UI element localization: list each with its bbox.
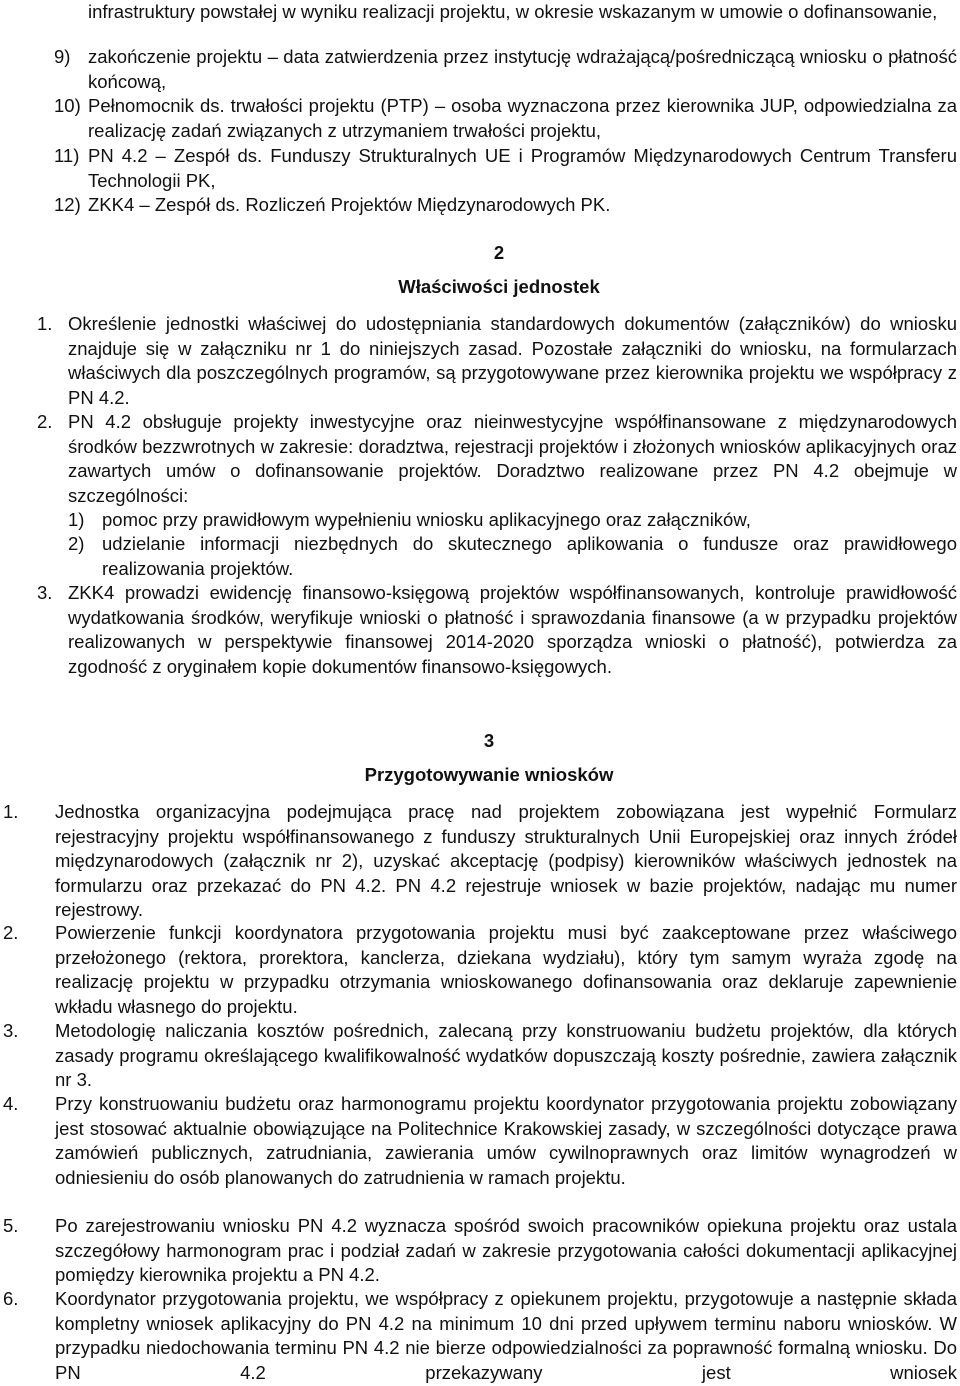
section-number: 2: [493, 242, 505, 263]
sublist-item-text: udzielanie informacji niezbędnych do skutecznego aplikowania o fundusze oraz prawidłowego realizowania projektów.: [102, 533, 957, 579]
list-continuation: infrastruktury powstałej w wyniku realizacji projektu, w okresie wskazanym w umowie o dofinansowanie,: [88, 1, 938, 22]
paragraph-text: Określenie jednostki właściwej do udostępniania standardowych dokumentów (załączników) do wniosku znajduje się w załączniku nr 1 do niniejszych zasad. Pozostałe załączniki do wniosku, na formularzach właściwych dla poszczególnych programów, są przygotowywane przez kierownika projektu we współpracy z PN 4.2.: [68, 313, 957, 408]
paragraph-item: [37, 410, 957, 508]
sublist-item-number: 2): [68, 533, 85, 554]
paragraph-number: 1.: [37, 313, 53, 334]
section-title: Przygotowywanie wniosków: [364, 764, 614, 785]
paragraph-text: Przy konstruowaniu budżetu oraz harmonogramu projektu koordynator przygotowania projektu zobowiązany jest stosować aktualnie obowiązujące na Politechnice Krakowskiej zasady, w szczególności dotyczące prawa zamówień publicznych, zatrudniania, zawierania umów cywilnoprawnych oraz limitów wynagrodzeń w odniesieniu do osób planowanych do zatrudnienia w ramach projektu.: [55, 1093, 957, 1188]
list-item-text: zakończenie projektu – data zatwierdzenia przez instytucję wdrażającą/pośredniczącą wniosku o płatność końcową,: [88, 46, 957, 92]
paragraph-item: [3, 1019, 957, 1093]
paragraph-text: PN 4.2 obsługuje projekty inwestycyjne oraz nieinwestycyjne współfinansowane z międzynarodowych środków bezzwrotnych w zakresie: doradztwa, rejestracji projektów i złożonych wniosków aplikacyjnych oraz zawartych umów o dofinansowanie projektów. Doradztwo realizowane przez PN 4.2 obejmuje w szczególności:: [68, 411, 957, 506]
list-item-number: 10): [54, 95, 81, 116]
paragraph-item: [3, 1092, 957, 1190]
paragraph-text: Jednostka organizacyjna podejmująca pracę nad projektem zobowiązana jest wypełnić Formularz rejestracyjny projektu współfinansowanego z funduszy strukturalnych Unii Europejskiej oraz innych źródeł międzynarodowych (załącznik nr 2), uzyskać akceptację (podpisy) kierowników właściwych jednostek na formularzu oraz przekazać do PN 4.2. PN 4.2 rejestruje wniosek w bazie projektów, nadając mu numer rejestrowy.: [55, 801, 957, 921]
sublist-item: [68, 508, 957, 533]
paragraph-text: Metodologię naliczania kosztów pośrednich, zalecaną przy konstruowaniu budżetu projektów, dla których zasady programu określającego kwalifikowalność wydatków dopuszczają koszty pośrednie, zawiera załącznik nr 3.: [55, 1020, 957, 1091]
paragraph-text: Koordynator przygotowania projektu, we współpracy z opiekunem projektu, przygotowuje a następnie składa kompletny wniosek aplikacyjny do PN 4.2 na minimum 10 dni przed upływem terminu naboru wniosków. W przypadku niedochowania terminu PN 4.2 nie bierze odpowiedzialności za poprawność formalną wniosku. Do PN 4.2 przekazywany jest wniosek: [55, 1288, 957, 1383]
paragraph-item: [37, 312, 957, 410]
list-item-text: Pełnomocnik ds. trwałości projektu (PTP) – osoba wyznaczona przez kierownika JUP, odpowiedzialna za realizację zadań związanych z utrzymaniem trwałości projektu,: [88, 95, 957, 141]
paragraph-item: [3, 1287, 957, 1385]
list-item-text: PN 4.2 – Zespół ds. Funduszy Strukturalnych UE i Programów Międzynarodowych Centrum Transferu Technologii PK,: [88, 145, 957, 191]
paragraph-text: ZKK4 prowadzi ewidencję finansowo-księgową projektów współfinansowanych, kontroluje prawidłowość wydatkowania środków, weryfikuje wnioski o płatność i sprawozdania finansowe (a w przypadku projektów realizowanych w perspektywie finansowej 2014-2020 sporządza wnioski o płatność), potwierdza za zgodność z oryginałem kopie dokumentów finansowo-księgowych.: [68, 582, 957, 677]
list-item-text: ZKK4 – Zespół ds. Rozliczeń Projektów Międzynarodowych PK.: [88, 194, 611, 215]
paragraph-number: 2.: [37, 411, 53, 432]
list-item-number: 11): [54, 145, 80, 166]
paragraph-number: 2.: [3, 922, 19, 943]
sublist-item-number: 1): [68, 509, 85, 530]
paragraph-item: [3, 800, 957, 923]
paragraph-item: [3, 1214, 957, 1288]
list-item-number: 9): [54, 46, 71, 67]
sublist-item: [68, 532, 957, 581]
paragraph-number: 3.: [3, 1020, 19, 1041]
paragraph-number: 5.: [3, 1215, 19, 1236]
section-number: 3: [483, 730, 495, 751]
list-item: [54, 144, 957, 193]
paragraph-number: 1.: [3, 801, 19, 822]
paragraph-number: 3.: [37, 582, 53, 603]
paragraph-item: [3, 921, 957, 1019]
list-item: [54, 193, 957, 218]
list-item: [54, 45, 957, 94]
paragraph-number: 4.: [3, 1093, 19, 1114]
list-item: [54, 94, 957, 143]
paragraph-text: Po zarejestrowaniu wniosku PN 4.2 wyznacza spośród swoich pracowników opiekuna projektu oraz ustala szczegółowy harmonogram prac i podział zadań w zakresie przygotowania całości dokumentacji aplikacyjnej pomiędzy kierownika projektu a PN 4.2.: [55, 1215, 957, 1286]
list-item-number: 12): [54, 194, 81, 215]
section-title: Właściwości jednostek: [398, 276, 600, 297]
paragraph-item: [37, 581, 957, 679]
paragraph-text: Powierzenie funkcji koordynatora przygotowania projektu musi być zaakceptowane przez właściwego przełożonego (rektora, prorektora, kanclerza, dziekana wydziału), który tym samym wyraża zgodę na realizację projektu w przypadku otrzymania wnioskowanego dofinansowania oraz deklaruje zapewnienie wkładu własnego do projektu.: [55, 922, 957, 1017]
sublist-item-text: pomoc przy prawidłowym wypełnieniu wniosku aplikacyjnego oraz załączników,: [102, 509, 751, 530]
paragraph-number: 6.: [3, 1288, 19, 1309]
